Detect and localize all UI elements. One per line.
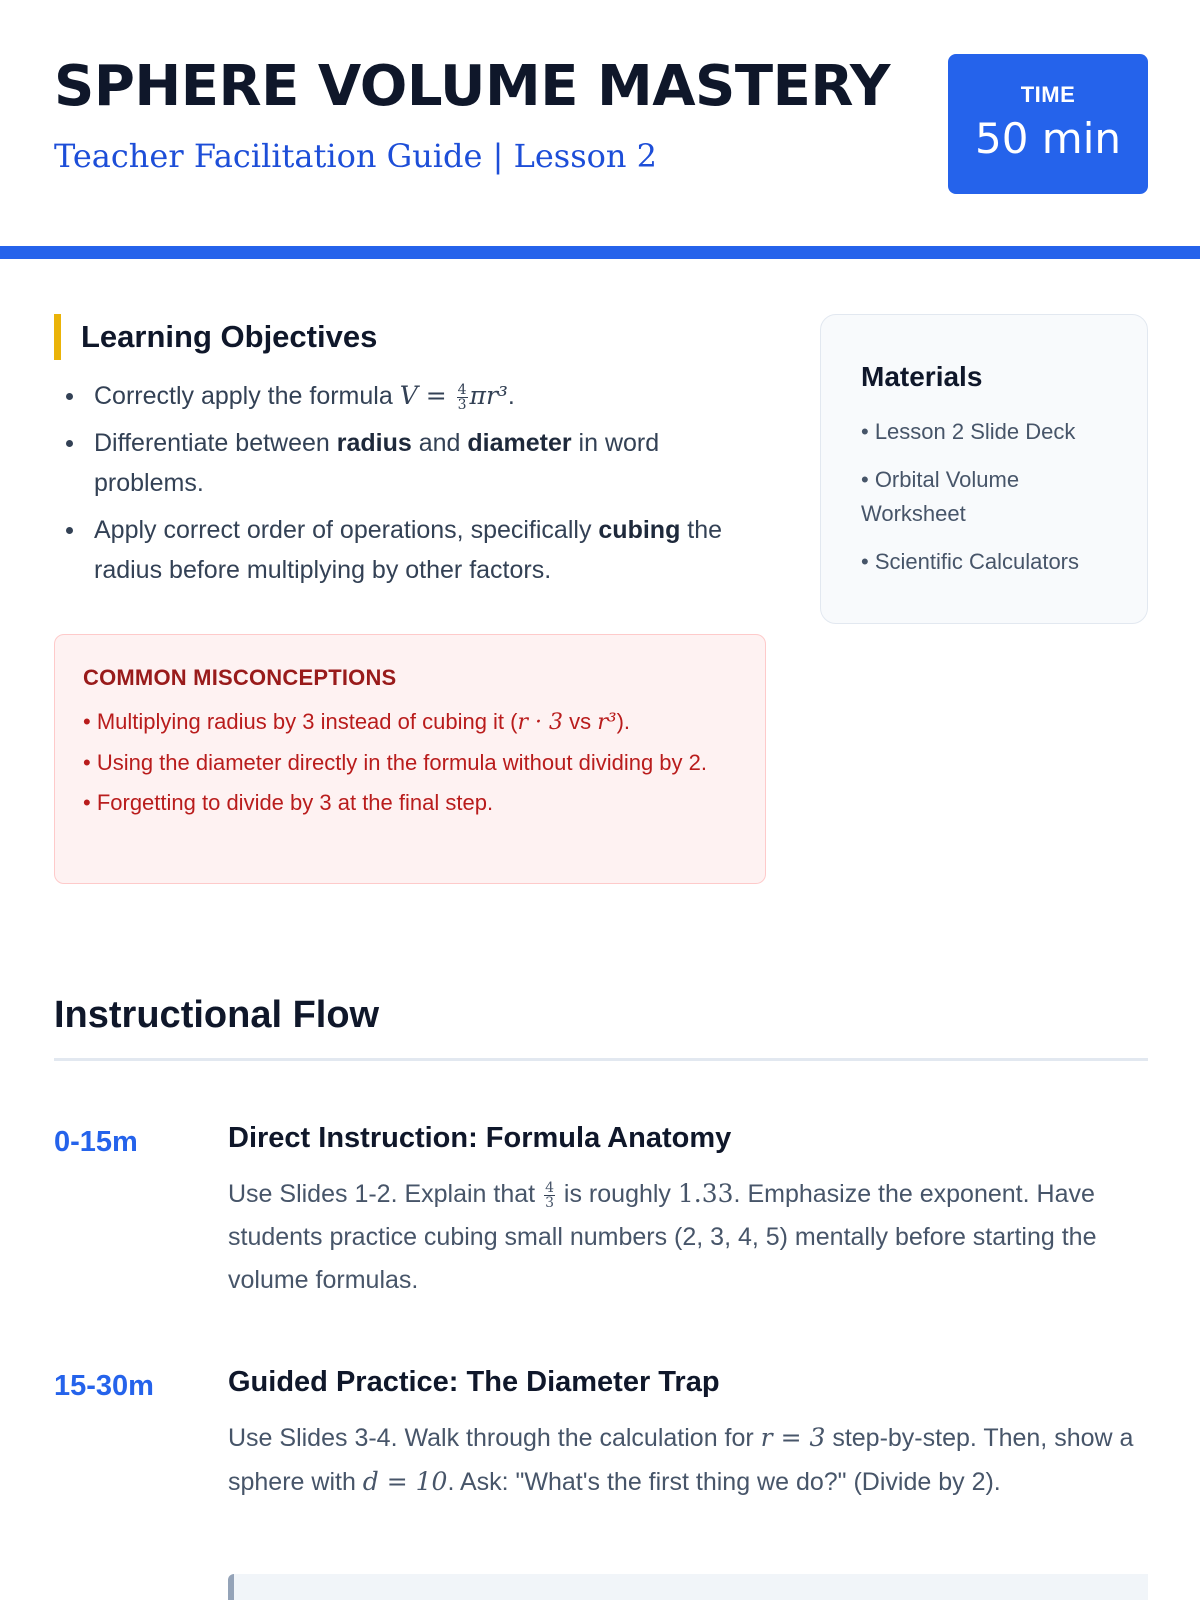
misconceptions-title: COMMON MISCONCEPTIONS <box>83 665 397 690</box>
material-item: • Scientific Calculators <box>861 549 1080 574</box>
step-title: Direct Instruction: Formula Anatomy <box>228 1122 732 1154</box>
time-badge <box>948 54 1148 194</box>
objectives-title: Learning Objectives <box>81 319 378 354</box>
objective-item: Differentiate between radius and diameter in word problems. <box>54 423 764 503</box>
step-description: Use Slides 3-4. Walk through the calculation for r = 3 step-by-step. Then, show a sphere with d = 10. Ask: "What's the first thing we do?" (Divide by 2). <box>228 1423 1134 1496</box>
fraction: $\frac{4}{3}$ <box>457 381 467 413</box>
time-value: 50 min <box>975 114 1121 163</box>
objective-item: Apply correct order of operations, specifically cubing the radius before multiplying by other factors. <box>54 510 764 590</box>
flow-divider <box>54 1058 1148 1061</box>
step-body <box>228 1362 1148 1504</box>
misconception-item: • Multiplying radius by 3 instead of cubing it (r · 3 vs r³). <box>83 709 631 735</box>
step-time: 0-15m <box>54 1126 138 1158</box>
step-title: Guided Practice: The Diameter Trap <box>228 1366 720 1398</box>
materials-card <box>820 314 1148 624</box>
materials-title: Materials <box>861 361 983 392</box>
materials-list <box>861 415 1107 579</box>
fraction: $\frac{4}{3}$ <box>545 1179 554 1211</box>
page-title: SPHERE VOLUME MASTERY <box>54 54 890 119</box>
page-subtitle: Teacher Facilitation Guide | Lesson 2 <box>54 137 658 175</box>
material-item: • Orbital Volume Worksheet <box>861 467 1020 526</box>
objectives-list <box>54 376 764 590</box>
step-description: Use Slides 1-2. Explain that $\frac{4}{3}$ is roughly 1.33. Emphasize the exponent. Have students practice cubing small numbers (2, 3, 4, 5) mentally before starting the volume formulas. <box>228 1179 1097 1294</box>
material-item: • Lesson 2 Slide Deck <box>861 419 1076 444</box>
objectives-heading <box>54 314 764 360</box>
learning-objectives-section <box>54 314 764 597</box>
step-time: 15-30m <box>54 1370 154 1402</box>
time-label: TIME <box>1020 82 1076 107</box>
instructional-flow-title: Instructional Flow <box>54 994 380 1036</box>
misconception-item: • Using the diameter directly in the formula without dividing by 2. <box>83 750 708 775</box>
objective-item: Correctly apply the formula V = $\frac{4}{3}$ πr³. <box>54 376 764 416</box>
page-header <box>54 52 1148 212</box>
misconception-item: • Forgetting to divide by 3 at the final step. <box>83 790 494 815</box>
header-divider <box>0 246 1200 259</box>
callout-box <box>228 1574 1148 1600</box>
objectives-accent-bar <box>54 314 61 360</box>
step-body <box>228 1118 1148 1302</box>
misconceptions-list <box>83 705 737 819</box>
misconceptions-callout <box>54 634 766 884</box>
